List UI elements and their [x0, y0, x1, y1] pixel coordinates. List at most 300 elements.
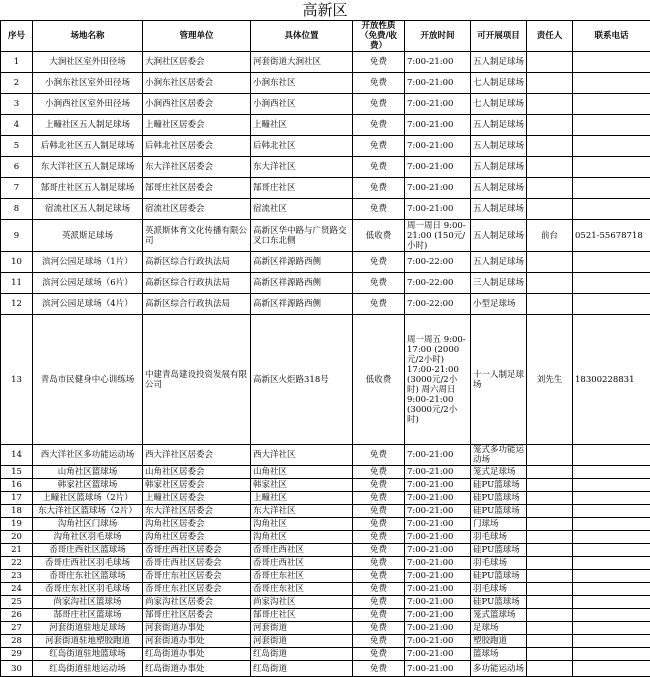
phone-cell — [573, 531, 650, 544]
table-row — [1, 94, 650, 115]
venue-name-cell: 小涧东社区室外田径场 — [33, 73, 143, 94]
manager-cell: 红岛街道办事处 — [143, 661, 251, 677]
phone-cell — [573, 596, 650, 609]
seq-cell: 30 — [1, 661, 33, 677]
phone-cell: 18300228831 — [573, 315, 650, 445]
page-title: 高新区 — [0, 0, 650, 20]
seq-cell: 9 — [1, 220, 33, 252]
open-type-cell: 免费 — [353, 273, 405, 294]
table-row — [1, 622, 650, 635]
table-row — [1, 178, 650, 199]
table-row — [1, 518, 650, 531]
venue-name-cell: 韩家社区篮球场 — [33, 479, 143, 492]
location-cell: 上疃社区 — [251, 115, 353, 136]
open-type-cell: 免费 — [353, 518, 405, 531]
person-cell — [527, 178, 573, 199]
venue-name-cell: 山角社区篮球场 — [33, 466, 143, 479]
manager-cell: 尚家沟社区居委会 — [143, 596, 251, 609]
location-cell: 高新区祥源路西侧 — [251, 252, 353, 273]
phone-cell: 0521-55678718 — [573, 220, 650, 252]
location-cell: 小涧西社区 — [251, 94, 353, 115]
table-row — [1, 479, 650, 492]
activities-cell: 篮球场 — [471, 648, 527, 661]
person-cell: 前台 — [527, 220, 573, 252]
seq-cell: 24 — [1, 583, 33, 596]
phone-cell — [573, 635, 650, 648]
open-time-cell: 7:00-21:00 — [405, 492, 471, 505]
seq-cell: 18 — [1, 505, 33, 518]
venue-name-cell: 沟角社区羽毛球场 — [33, 531, 143, 544]
venue-name-cell: 沟角社区门球场 — [33, 518, 143, 531]
open-type-cell: 免费 — [353, 115, 405, 136]
table-row — [1, 544, 650, 557]
venue-name-cell: 岙哥庄西社区篮球场 — [33, 544, 143, 557]
location-cell: 郜哥庄社区 — [251, 178, 353, 199]
open-type-cell: 免费 — [353, 622, 405, 635]
table-row — [1, 445, 650, 466]
open-type-cell: 免费 — [353, 570, 405, 583]
location-cell: 高新区祥源路西侧 — [251, 294, 353, 315]
phone-cell — [573, 294, 650, 315]
activities-cell: 五人制足球场 — [471, 115, 527, 136]
table-row — [1, 136, 650, 157]
activities-cell: 五人制足球场 — [471, 220, 527, 252]
activities-cell: 七人制足球场 — [471, 73, 527, 94]
seq-cell: 16 — [1, 479, 33, 492]
location-cell: 河套街道 — [251, 635, 353, 648]
open-time-cell: 7:00-21:00 — [405, 622, 471, 635]
open-time-cell: 周一周五 9:00-17:00 (2000元/2小时) 17:00-21:00 (3000元/2小时) 周六周日 9:00-21:00 (3000元/2小时) — [405, 315, 471, 445]
table-row — [1, 492, 650, 505]
location-cell: 山角社区 — [251, 466, 353, 479]
open-time-cell: 7:00-21:00 — [405, 544, 471, 557]
seq-cell: 2 — [1, 73, 33, 94]
open-time-cell: 7:00-21:00 — [405, 115, 471, 136]
person-cell — [527, 544, 573, 557]
location-cell: 红岛街道 — [251, 648, 353, 661]
activities-cell: 三人制足球场 — [471, 273, 527, 294]
open-type-cell: 低收费 — [353, 220, 405, 252]
seq-cell: 28 — [1, 635, 33, 648]
phone-cell — [573, 115, 650, 136]
phone-cell — [573, 557, 650, 570]
table-row — [1, 73, 650, 94]
activities-cell: 硅PU篮球场 — [471, 544, 527, 557]
open-type-cell: 免费 — [353, 466, 405, 479]
open-time-cell: 7:00-21:00 — [405, 94, 471, 115]
activities-cell: 五人制足球场 — [471, 157, 527, 178]
table-row — [1, 583, 650, 596]
open-type-cell: 免费 — [353, 479, 405, 492]
phone-cell — [573, 479, 650, 492]
col-venue-name-header: 场地名称 — [33, 21, 143, 52]
phone-cell — [573, 648, 650, 661]
activities-cell: 笼式多功能运动场 — [471, 445, 527, 466]
phone-cell — [573, 445, 650, 466]
open-time-cell: 7:00-21:00 — [405, 178, 471, 199]
open-type-cell: 免费 — [353, 635, 405, 648]
open-time-cell: 7:00-21:00 — [405, 531, 471, 544]
manager-cell: 小涧东社区居委会 — [143, 73, 251, 94]
seq-cell: 10 — [1, 252, 33, 273]
activities-cell: 五人制足球场 — [471, 136, 527, 157]
location-cell: 河套街道 — [251, 622, 353, 635]
venue-name-cell: 红岛街道驻地篮球场 — [33, 648, 143, 661]
phone-cell — [573, 661, 650, 677]
table-row — [1, 157, 650, 178]
person-cell — [527, 73, 573, 94]
activities-cell: 七人制足球场 — [471, 94, 527, 115]
open-time-cell: 7:00-21:00 — [405, 635, 471, 648]
phone-cell — [573, 199, 650, 220]
seq-cell: 13 — [1, 315, 33, 445]
person-cell — [527, 518, 573, 531]
open-type-cell: 免费 — [353, 94, 405, 115]
open-type-cell: 免费 — [353, 596, 405, 609]
seq-cell: 19 — [1, 518, 33, 531]
table-row — [1, 635, 650, 648]
open-type-cell: 免费 — [353, 73, 405, 94]
person-cell — [527, 505, 573, 518]
table-row — [1, 596, 650, 609]
location-cell: 岙哥庄西社区 — [251, 557, 353, 570]
manager-cell: 东大洋社区居委会 — [143, 157, 251, 178]
venue-name-cell: 岙哥庄东社区篮球场 — [33, 570, 143, 583]
venue-name-cell: 大涧社区室外田径场 — [33, 52, 143, 73]
location-cell: 东大洋社区 — [251, 505, 353, 518]
seq-cell: 4 — [1, 115, 33, 136]
header-row — [1, 21, 650, 52]
seq-cell: 11 — [1, 273, 33, 294]
open-type-cell: 免费 — [353, 252, 405, 273]
person-cell: 刘先生 — [527, 315, 573, 445]
activities-cell: 羽毛球场 — [471, 583, 527, 596]
open-time-cell: 7:00-21:00 — [405, 648, 471, 661]
table-row — [1, 648, 650, 661]
venue-name-cell: 郜哥庄社区五人制足球场 — [33, 178, 143, 199]
seq-cell: 20 — [1, 531, 33, 544]
activities-cell: 笼式篮球场 — [471, 609, 527, 622]
venue-name-cell: 小涧西社区室外田径场 — [33, 94, 143, 115]
phone-cell — [573, 52, 650, 73]
manager-cell: 岙哥庄西社区居委会 — [143, 557, 251, 570]
activities-cell: 羽毛球场 — [471, 531, 527, 544]
manager-cell: 高新区综合行政执法局 — [143, 294, 251, 315]
open-time-cell: 7:00-22:00 — [405, 273, 471, 294]
seq-cell: 26 — [1, 609, 33, 622]
phone-cell — [573, 622, 650, 635]
person-cell — [527, 661, 573, 677]
table-row — [1, 466, 650, 479]
open-time-cell: 7:00-22:00 — [405, 294, 471, 315]
activities-cell: 足球场 — [471, 622, 527, 635]
venue-name-cell: 郜哥庄社区篮球场 — [33, 609, 143, 622]
open-time-cell: 周一周日 9:00-21:00 (150元/小时) — [405, 220, 471, 252]
seq-cell: 23 — [1, 570, 33, 583]
seq-cell: 12 — [1, 294, 33, 315]
location-cell: 小涧东社区 — [251, 73, 353, 94]
open-time-cell: 7:00-21:00 — [405, 583, 471, 596]
location-cell: 东大洋社区 — [251, 157, 353, 178]
location-cell: 红岛街道 — [251, 661, 353, 677]
location-cell: 郜哥庄社区 — [251, 609, 353, 622]
location-cell: 后韩北社区 — [251, 136, 353, 157]
activities-cell: 羽毛球场 — [471, 557, 527, 570]
venue-name-cell: 后韩北社区五人制足球场 — [33, 136, 143, 157]
person-cell — [527, 609, 573, 622]
manager-cell: 小涧西社区居委会 — [143, 94, 251, 115]
person-cell — [527, 622, 573, 635]
activities-cell: 塑胶跑道 — [471, 635, 527, 648]
open-type-cell: 免费 — [353, 661, 405, 677]
open-time-cell: 7:00-21:00 — [405, 136, 471, 157]
manager-cell: 沟角社区居委会 — [143, 518, 251, 531]
manager-cell: 西大洋社区居委会 — [143, 445, 251, 466]
venue-name-cell: 英派斯足球场 — [33, 220, 143, 252]
open-type-cell: 免费 — [353, 136, 405, 157]
venue-name-cell: 西大洋社区多功能运动场 — [33, 445, 143, 466]
table-row — [1, 52, 650, 73]
seq-cell: 6 — [1, 157, 33, 178]
location-cell: 高新区火炬路318号 — [251, 315, 353, 445]
table-row — [1, 294, 650, 315]
manager-cell: 韩家社区居委会 — [143, 479, 251, 492]
seq-cell: 14 — [1, 445, 33, 466]
location-cell: 岙哥庄东社区 — [251, 570, 353, 583]
activities-cell: 硅PU篮球场 — [471, 492, 527, 505]
manager-cell: 郜哥庄社区居委会 — [143, 609, 251, 622]
open-time-cell: 7:00-21:00 — [405, 505, 471, 518]
person-cell — [527, 294, 573, 315]
table-row — [1, 570, 650, 583]
table-row — [1, 252, 650, 273]
venue-name-cell: 东大洋社区篮球场（2片） — [33, 505, 143, 518]
open-time-cell: 7:00-21:00 — [405, 52, 471, 73]
seq-cell: 29 — [1, 648, 33, 661]
person-cell — [527, 479, 573, 492]
location-cell: 上疃社区 — [251, 492, 353, 505]
venue-name-cell: 上疃社区五人制足球场 — [33, 115, 143, 136]
activities-cell: 笼式足球场 — [471, 466, 527, 479]
manager-cell: 沟角社区居委会 — [143, 531, 251, 544]
manager-cell: 宿流社区居委会 — [143, 199, 251, 220]
person-cell — [527, 648, 573, 661]
activities-cell: 硅PU篮球场 — [471, 596, 527, 609]
location-cell: 高新区祥源路西侧 — [251, 273, 353, 294]
manager-cell: 英派斯体育文化传播有限公司 — [143, 220, 251, 252]
table-row — [1, 661, 650, 677]
person-cell — [527, 52, 573, 73]
phone-cell — [573, 157, 650, 178]
manager-cell: 中建青岛建设投资发展有限公司 — [143, 315, 251, 445]
open-time-cell: 7:00-21:00 — [405, 557, 471, 570]
table-row — [1, 273, 650, 294]
location-cell: 尚家沟社区 — [251, 596, 353, 609]
location-cell: 岙哥庄西社区 — [251, 544, 353, 557]
seq-cell: 7 — [1, 178, 33, 199]
person-cell — [527, 252, 573, 273]
open-time-cell: 7:00-21:00 — [405, 570, 471, 583]
phone-cell — [573, 570, 650, 583]
phone-cell — [573, 505, 650, 518]
phone-cell — [573, 518, 650, 531]
location-cell: 沟角社区 — [251, 531, 353, 544]
open-type-cell: 免费 — [353, 157, 405, 178]
venue-name-cell: 滨河公园足球场（6片） — [33, 273, 143, 294]
location-cell: 河套街道大涧社区 — [251, 52, 353, 73]
phone-cell — [573, 73, 650, 94]
open-type-cell: 免费 — [353, 609, 405, 622]
seq-cell: 17 — [1, 492, 33, 505]
table-row — [1, 557, 650, 570]
location-cell: 沟角社区 — [251, 518, 353, 531]
open-type-cell: 免费 — [353, 178, 405, 199]
phone-cell — [573, 466, 650, 479]
location-cell: 宿流社区 — [251, 199, 353, 220]
activities-cell: 五人制足球场 — [471, 252, 527, 273]
venue-name-cell: 河套街道驻地足球场 — [33, 622, 143, 635]
open-time-cell: 7:00-22:00 — [405, 252, 471, 273]
activities-cell: 五人制足球场 — [471, 199, 527, 220]
phone-cell — [573, 609, 650, 622]
phone-cell — [573, 544, 650, 557]
manager-cell: 郜哥庄社区居委会 — [143, 178, 251, 199]
venue-name-cell: 东大洋社区五人制足球场 — [33, 157, 143, 178]
open-time-cell: 7:00-21:00 — [405, 466, 471, 479]
open-time-cell: 7:00-21:00 — [405, 609, 471, 622]
phone-cell — [573, 178, 650, 199]
open-time-cell: 7:00-21:00 — [405, 157, 471, 178]
manager-cell: 高新区综合行政执法局 — [143, 273, 251, 294]
manager-cell: 岙哥庄东社区居委会 — [143, 570, 251, 583]
open-type-cell: 免费 — [353, 294, 405, 315]
open-time-cell: 7:00-21:00 — [405, 596, 471, 609]
manager-cell: 上疃社区居委会 — [143, 492, 251, 505]
person-cell — [527, 570, 573, 583]
venue-name-cell: 滨河公园足球场（1片） — [33, 252, 143, 273]
person-cell — [527, 492, 573, 505]
activities-cell: 硅PU篮球场 — [471, 505, 527, 518]
venue-name-cell: 上疃社区篮球场（2片） — [33, 492, 143, 505]
venue-name-cell: 宿流社区五人制足球场 — [33, 199, 143, 220]
col-manager-header: 管理单位 — [143, 21, 251, 52]
open-time-cell: 7:00-21:00 — [405, 479, 471, 492]
seq-cell: 8 — [1, 199, 33, 220]
manager-cell: 上疃社区居委会 — [143, 115, 251, 136]
seq-cell: 27 — [1, 622, 33, 635]
manager-cell: 红岛街道办事处 — [143, 648, 251, 661]
table-row — [1, 199, 650, 220]
col-open-time-header: 开放时间 — [405, 21, 471, 52]
seq-cell: 5 — [1, 136, 33, 157]
table-body — [1, 52, 650, 677]
location-cell: 岙哥庄东社区 — [251, 583, 353, 596]
col-person-header: 责任人 — [527, 21, 573, 52]
open-time-cell: 7:00-21:00 — [405, 73, 471, 94]
manager-cell: 岙哥庄东社区居委会 — [143, 583, 251, 596]
open-time-cell: 7:00-21:00 — [405, 661, 471, 677]
manager-cell: 河套街道办事处 — [143, 622, 251, 635]
person-cell — [527, 157, 573, 178]
manager-cell: 后韩北社区居委会 — [143, 136, 251, 157]
person-cell — [527, 136, 573, 157]
location-cell: 韩家社区 — [251, 479, 353, 492]
activities-cell: 多功能运动场 — [471, 661, 527, 677]
seq-cell: 25 — [1, 596, 33, 609]
open-type-cell: 免费 — [353, 52, 405, 73]
manager-cell: 大涧社区居委会 — [143, 52, 251, 73]
open-type-cell: 免费 — [353, 557, 405, 570]
table-row — [1, 115, 650, 136]
venue-name-cell: 红岛街道驻地运动场 — [33, 661, 143, 677]
venue-name-cell: 岙哥庄西社区羽毛球场 — [33, 557, 143, 570]
venue-name-cell: 岙哥庄东社区羽毛球场 — [33, 583, 143, 596]
phone-cell — [573, 136, 650, 157]
open-type-cell: 免费 — [353, 445, 405, 466]
venue-name-cell: 尚家沟社区篮球场 — [33, 596, 143, 609]
manager-cell: 山角社区居委会 — [143, 466, 251, 479]
open-type-cell: 免费 — [353, 648, 405, 661]
col-location-header: 具体位置 — [251, 21, 353, 52]
manager-cell: 岙哥庄西社区居委会 — [143, 544, 251, 557]
phone-cell — [573, 252, 650, 273]
col-activities-header: 可开展项目 — [471, 21, 527, 52]
table-row — [1, 220, 650, 252]
seq-cell: 21 — [1, 544, 33, 557]
activities-cell: 十一人制足球场 — [471, 315, 527, 445]
open-time-cell: 7:00-21:00 — [405, 445, 471, 466]
person-cell — [527, 199, 573, 220]
person-cell — [527, 466, 573, 479]
table-row — [1, 609, 650, 622]
activities-cell: 硅PU篮球场 — [471, 479, 527, 492]
person-cell — [527, 531, 573, 544]
person-cell — [527, 94, 573, 115]
phone-cell — [573, 492, 650, 505]
col-seq-header: 序号 — [1, 21, 33, 52]
location-cell: 西大洋社区 — [251, 445, 353, 466]
person-cell — [527, 273, 573, 294]
phone-cell — [573, 583, 650, 596]
venue-table — [0, 20, 650, 677]
open-time-cell: 7:00-21:00 — [405, 518, 471, 531]
open-type-cell: 免费 — [353, 199, 405, 220]
person-cell — [527, 596, 573, 609]
venue-name-cell: 青岛市民健身中心训练场 — [33, 315, 143, 445]
activities-cell: 门球场 — [471, 518, 527, 531]
venue-name-cell: 河套街道驻地塑胶跑道 — [33, 635, 143, 648]
col-phone-header: 联系电话 — [573, 21, 650, 52]
open-type-cell: 免费 — [353, 505, 405, 518]
activities-cell: 五人制足球场 — [471, 52, 527, 73]
seq-cell: 22 — [1, 557, 33, 570]
activities-cell: 五人制足球场 — [471, 178, 527, 199]
person-cell — [527, 635, 573, 648]
seq-cell: 1 — [1, 52, 33, 73]
seq-cell: 15 — [1, 466, 33, 479]
manager-cell: 东大洋社区居委会 — [143, 505, 251, 518]
manager-cell: 河套街道办事处 — [143, 635, 251, 648]
person-cell — [527, 557, 573, 570]
table-row — [1, 531, 650, 544]
open-type-cell: 免费 — [353, 531, 405, 544]
open-type-cell: 低收费 — [353, 315, 405, 445]
open-type-cell: 免费 — [353, 492, 405, 505]
location-cell: 高新区华中路与广贤路交叉口东北侧 — [251, 220, 353, 252]
person-cell — [527, 583, 573, 596]
open-time-cell: 7:00-21:00 — [405, 199, 471, 220]
phone-cell — [573, 273, 650, 294]
